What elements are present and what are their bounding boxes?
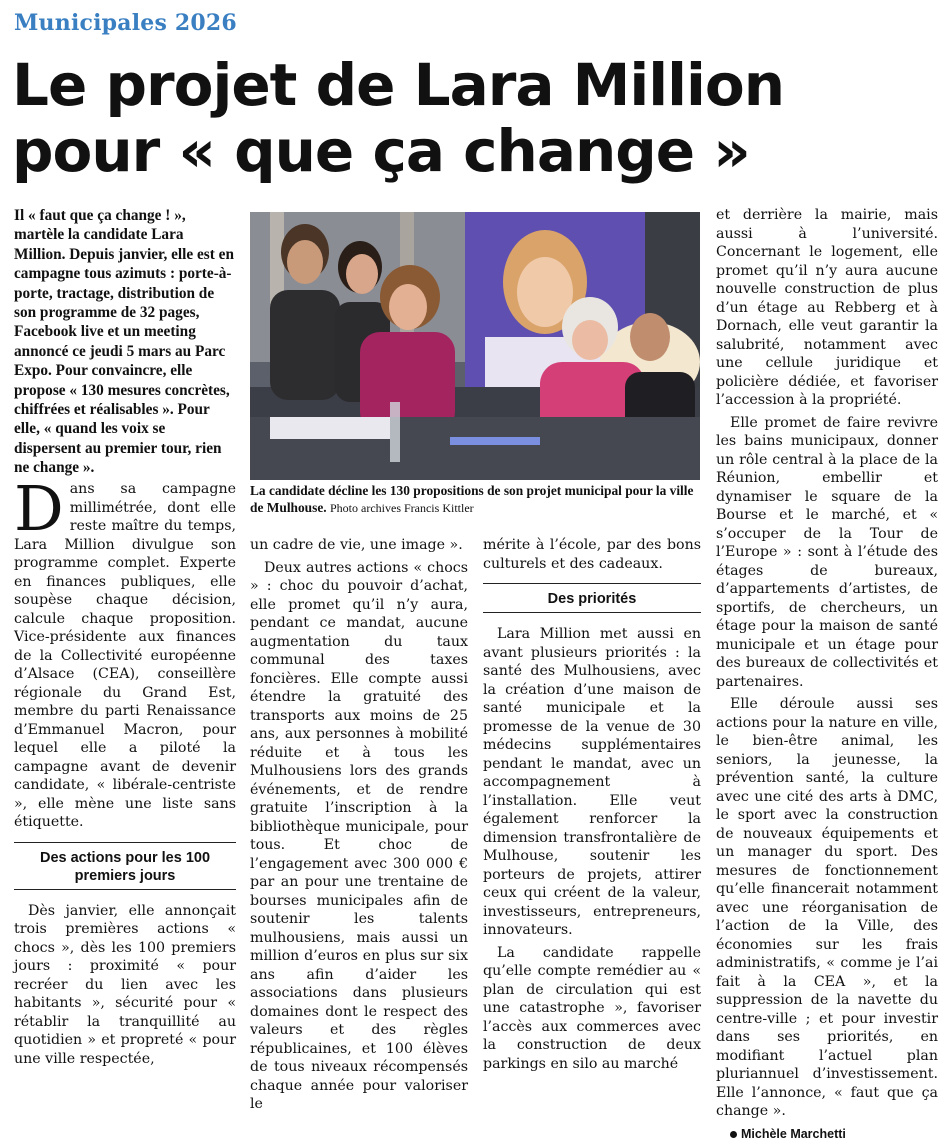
- col4-paragraph-1: et derrière la mairie, mais aussi à l’université. Concernant le logement, elle promet qu’il n’y aura aucune nouvelle construction de plus d’un étage au Rebberg et à Dornach, elle veut garantir la salubrité, notamment avec une cellule juridique et policière dédiée, et favoriser l’accession à la propriété.: [716, 207, 938, 408]
- col3-paragraph-2: Lara Million met aussi en avant plusieurs priorités : la santé des Mulhousiens, avec la création d’une maison de santé municipale et la promesse de la venue de 30 médecins supplémentaires pendant le mandat, avec un accompagnement à l’installation. Elle veut également renforcer la dimension transfrontalière de Mulhouse, soutenir les porteurs de projets, attirer ceux qui créent de la valeur, investisseurs, entrepreneurs, innovateurs.: [483, 626, 701, 938]
- column-4: [716, 206, 938, 1147]
- column-2: [250, 536, 468, 1118]
- subhead-priorites: Des priorités: [483, 583, 701, 613]
- photo-credit: Photo archives Francis Kittler: [330, 501, 474, 515]
- col1-paragraph-2: Dès janvier, elle annonçait trois premières actions « chocs », dès les 100 premiers jours : proximité « pour recréer du lien avec les habitants », sécurité pour « rétablir la tranquillité au quotidien » et propreté « pour une ville respectée,: [14, 902, 236, 1067]
- col4-paragraph-2: Elle promet de faire revivre les bains municipaux, donner un rôle central à la place de la Réunion, embellir et dynamiser le square de la Bourse et le marché, et « s’occuper de la Tour de l’Europe » : sont à l’étude des étages de bureaux, d’appartements d’artistes, de sportifs, de chercheurs, un étage pour la maison de santé municipale et un étage pour des bureaux de collectivités et partenaires.: [716, 414, 938, 690]
- photo-illustration: [250, 212, 700, 480]
- bullet-icon: [730, 1131, 737, 1138]
- drop-cap: D: [14, 472, 64, 545]
- col1-paragraph-1: ans sa campagne millimétrée, dont elle reste maître du temps, Lara Million divulgue son programme complet. Experte en finances publiques, elle soupèse chaque décision, calcule chaque proposition. Vice-présidente aux finances de la Collectivité européenne d’Alsace (CEA), conseillère régionale du Grand Est, membre du parti Renaissance d’Emmanuel Macron, pour lequel elle a piloté la campagne avant de devenir candidate, « libérale-centriste », elle mène une liste sans étiquette.: [14, 481, 236, 830]
- headline: Le projet de Lara Million pour « que ça change »: [12, 51, 785, 185]
- col3-paragraph-1: mérite à l’école, par des bons culturels et des cadeaux.: [483, 537, 701, 572]
- column-3: [483, 536, 701, 1077]
- column-1: [14, 472, 236, 1072]
- kicker: Municipales 2026: [14, 10, 237, 36]
- col3-paragraph-3: La candidate rappelle qu’elle compte remédier au « plan de circulation qui est une catastrophe », favoriser l’accès aux commerces avec la construction de deux parkings en silo au marché: [483, 944, 701, 1072]
- subhead-100-jours: Des actions pour les 100 premiers jours: [14, 842, 236, 890]
- chapeau: Il « faut que ça change ! », martèle la candidate Lara Million. Depuis janvier, elle est en campagne tous azimuts : porte-à-porte, tractage, distribution de son programme de 32 pages, Facebook live et un meeting annoncé ce jeudi 5 mars au Parc Expo. Pour convaincre, elle propose « 130 mesures concrètes, chiffrées et réalisables ». Pour elle, « quand les voix se dispersent au premier tour, rien ne change ».: [14, 207, 234, 477]
- photo-caption: [250, 482, 700, 517]
- col2-paragraph-1: un cadre de vie, une image ».: [250, 537, 463, 553]
- caption-text: La candidate décline les 130 propositions de son projet municipal pour la ville de Mulhouse.: [250, 483, 694, 515]
- signature: [716, 1125, 938, 1144]
- col4-paragraph-3: Elle déroule aussi ses actions pour la nature en ville, le bien-être animal, les seniors, la jeunesse, la prévention santé, la culture avec une cité des arts à DMC, le sport avec la construction de nouveaux équipements et un manager du sport. Des mesures de fonctionnement qu’elle financerait notamment avec une réorganisation de l’action de la Ville, des économies sur les frais administratifs, « comme je l’ai fait à la CEA », et la suppression de la navette du centre-ville ; et pour investir dans ses priorités, en modifiant l’actuel plan pluriannuel d’investissement. Elle l’annonce, « faut que ça change ».: [716, 696, 938, 1119]
- author-name: Michèle Marchetti: [741, 1126, 846, 1141]
- article-photo: [250, 212, 700, 480]
- col2-paragraph-2: Deux autres actions « chocs » : choc du pouvoir d’achat, elle promet qu’il n’y aura, pendant ce mandat, aucune augmentation du taux communal des taxes foncières. Elle compte aussi étendre la gratuité des transports aux moins de 25 ans, aux personnes à mobilité réduite et à tous les Mulhousiens lors des grands événements, et de rendre gratuite l’inscription à la bibliothèque municipale, pour tous. Et choc de l’engagement avec 300 000 € par an pour une trentaine de bourses municipales afin de soutenir les talents mulhousiens, mais aussi un million d’euros en plus sur six ans afin d’aider les associations dans plusieurs domaines dont le respect des valeurs et des règles républicaines, et 100 élèves de tous niveaux récompensés chaque année pour valoriser le: [250, 559, 468, 1112]
